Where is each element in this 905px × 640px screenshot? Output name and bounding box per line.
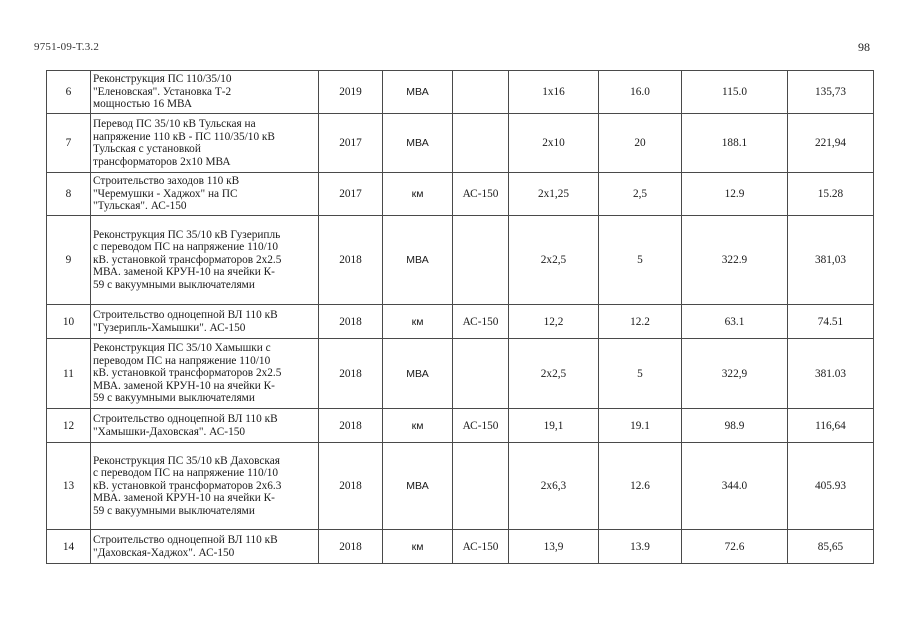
cost-current-cell: 74.51: [788, 305, 874, 339]
wire-type-cell: АС-150: [453, 409, 509, 443]
total-capacity-cell: 13.9: [599, 530, 682, 564]
description-line: 59 с вакуумными выключателями: [93, 392, 255, 405]
cost-base-cell: 72.6: [682, 530, 788, 564]
description-line: Строительство одноцепной ВЛ 110 кВ: [93, 413, 278, 425]
unit-cell: км: [383, 409, 453, 443]
wire-type-cell: АС-150: [453, 530, 509, 564]
year-cell: 2018: [319, 305, 383, 339]
quantity-cell: 2х2,5: [509, 216, 599, 305]
unit-cell: МВА: [383, 114, 453, 173]
description-line: напряжение 110 кВ - ПС 110/35/10 кВ: [93, 130, 275, 143]
wire-type-cell: АС-150: [453, 173, 509, 216]
table-row: [47, 443, 874, 530]
row-number-cell: 9: [47, 216, 91, 305]
year-cell: 2018: [319, 216, 383, 305]
year-cell: 2018: [319, 409, 383, 443]
cost-base-cell: 322.9: [682, 216, 788, 305]
table-body: [47, 71, 874, 564]
description-cell: [91, 409, 319, 443]
description-line: кВ. установкой трансформаторов 2х6.3: [93, 479, 282, 492]
description-line: "Черемушки - Хаджох" на ПС: [93, 187, 238, 200]
description-cell: [91, 216, 319, 305]
year-cell: 2019: [319, 71, 383, 114]
table-row: [47, 216, 874, 305]
description-line: МВА. заменой КРУН-10 на ячейки К-: [93, 379, 275, 392]
description-line: "Еленовская". Установка Т-2: [93, 85, 232, 98]
description-line: "Гузерипль-Хамышки". АС-150: [93, 321, 246, 334]
quantity-cell: 2х10: [509, 114, 599, 173]
cost-current-cell: 85,65: [788, 530, 874, 564]
total-capacity-cell: 16.0: [599, 71, 682, 114]
project-table: [46, 70, 874, 564]
description-line: с переводом ПС на напряжение 110/10: [93, 467, 279, 480]
cost-current-cell: 116,64: [788, 409, 874, 443]
total-capacity-cell: 19.1: [599, 409, 682, 443]
description-line: Перевод ПС 35/10 кВ Тульская на: [93, 118, 256, 130]
cost-base-cell: 63.1: [682, 305, 788, 339]
total-capacity-cell: 5: [599, 339, 682, 409]
year-cell: 2018: [319, 339, 383, 409]
cost-base-cell: 115.0: [682, 71, 788, 114]
cost-current-cell: 405.93: [788, 443, 874, 530]
table-row: [47, 114, 874, 173]
unit-cell: км: [383, 173, 453, 216]
description-line: МВА. заменой КРУН-10 на ячейки К-: [93, 266, 275, 279]
quantity-cell: 13,9: [509, 530, 599, 564]
description-line: Реконструкция ПС 35/10 Хамышки с: [93, 342, 271, 355]
document-code: 9751-09-Т.3.2: [34, 41, 100, 53]
row-number-cell: 12: [47, 409, 91, 443]
year-cell: 2017: [319, 114, 383, 173]
quantity-cell: 2х6,3: [509, 443, 599, 530]
cost-current-cell: 381,03: [788, 216, 874, 305]
cost-current-cell: 221,94: [788, 114, 874, 173]
description-line: переводом ПС на напряжение 110/10: [93, 354, 271, 367]
table-row: [47, 339, 874, 409]
description-line: Реконструкция ПС 35/10 кВ Гузерипль: [93, 228, 281, 241]
row-number-cell: 11: [47, 339, 91, 409]
description-cell: [91, 71, 319, 114]
cost-base-cell: 12.9: [682, 173, 788, 216]
quantity-cell: 2х1,25: [509, 173, 599, 216]
wire-type-cell: [453, 443, 509, 530]
description-cell: [91, 305, 319, 339]
unit-cell: МВА: [383, 71, 453, 114]
description-line: 59 с вакуумными выключателями: [93, 278, 255, 291]
description-line: кВ. установкой трансформаторов 2х2.5: [93, 367, 282, 380]
table-row: [47, 530, 874, 564]
description-line: Реконструкция ПС 110/35/10: [93, 73, 232, 86]
description-line: трансформаторов 2х10 МВА: [93, 155, 231, 168]
quantity-cell: 19,1: [509, 409, 599, 443]
row-number-cell: 13: [47, 443, 91, 530]
description-line: Тульская с установкой: [93, 143, 201, 155]
quantity-cell: 2х2,5: [509, 339, 599, 409]
description-line: "Хамышки-Даховская". АС-150: [93, 425, 246, 438]
cost-base-cell: 322,9: [682, 339, 788, 409]
description-line: Строительство заходов 110 кВ: [93, 175, 240, 188]
unit-cell: км: [383, 305, 453, 339]
description-line: с переводом ПС на напряжение 110/10: [93, 241, 279, 254]
row-number-cell: 7: [47, 114, 91, 173]
description-line: Реконструкция ПС 35/10 кВ Даховская: [93, 454, 280, 467]
quantity-cell: 1х16: [509, 71, 599, 114]
year-cell: 2018: [319, 530, 383, 564]
wire-type-cell: АС-150: [453, 305, 509, 339]
row-number-cell: 6: [47, 71, 91, 114]
unit-cell: МВА: [383, 443, 453, 530]
wire-type-cell: [453, 216, 509, 305]
total-capacity-cell: 5: [599, 216, 682, 305]
description-line: "Даховская-Хаджох". АС-150: [93, 546, 235, 559]
unit-cell: км: [383, 530, 453, 564]
description-line: Строительство одноцепной ВЛ 110 кВ: [93, 309, 278, 321]
cost-current-cell: 381.03: [788, 339, 874, 409]
cost-current-cell: 135,73: [788, 71, 874, 114]
description-line: "Тульская". АС-150: [93, 200, 187, 213]
total-capacity-cell: 12.6: [599, 443, 682, 530]
total-capacity-cell: 12.2: [599, 305, 682, 339]
table-row: [47, 305, 874, 339]
description-line: мощностью 16 МВА: [93, 98, 192, 111]
wire-type-cell: [453, 71, 509, 114]
table-row: [47, 173, 874, 216]
description-line: кВ. установкой трансформаторов 2х2.5: [93, 253, 282, 266]
quantity-cell: 12,2: [509, 305, 599, 339]
total-capacity-cell: 2,5: [599, 173, 682, 216]
cost-current-cell: 15.28: [788, 173, 874, 216]
description-line: Строительство одноцепной ВЛ 110 кВ: [93, 534, 278, 546]
row-number-cell: 10: [47, 305, 91, 339]
unit-cell: МВА: [383, 216, 453, 305]
cost-base-cell: 188.1: [682, 114, 788, 173]
description-line: 59 с вакуумными выключателями: [93, 504, 255, 517]
wire-type-cell: [453, 114, 509, 173]
description-cell: [91, 114, 319, 173]
table-row: [47, 71, 874, 114]
description-line: МВА. заменой КРУН-10 на ячейки К-: [93, 492, 275, 505]
wire-type-cell: [453, 339, 509, 409]
cost-base-cell: 98.9: [682, 409, 788, 443]
description-cell: [91, 173, 319, 216]
page-number: 98: [858, 40, 870, 54]
year-cell: 2018: [319, 443, 383, 530]
total-capacity-cell: 20: [599, 114, 682, 173]
description-cell: [91, 443, 319, 530]
cost-base-cell: 344.0: [682, 443, 788, 530]
row-number-cell: 14: [47, 530, 91, 564]
year-cell: 2017: [319, 173, 383, 216]
description-cell: [91, 530, 319, 564]
table-row: [47, 409, 874, 443]
unit-cell: МВА: [383, 339, 453, 409]
description-cell: [91, 339, 319, 409]
row-number-cell: 8: [47, 173, 91, 216]
